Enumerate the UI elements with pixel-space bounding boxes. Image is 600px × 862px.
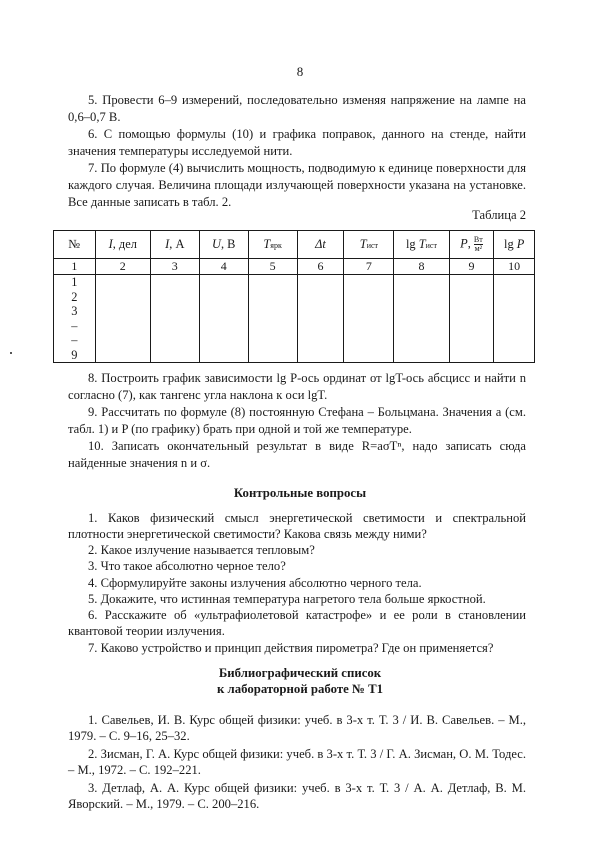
empty-cell — [95, 275, 150, 363]
colnum-6: 6 — [297, 259, 344, 275]
step-7-paragraph: 7. По формуле (4) вычислить мощность, подводимую к единице поверхности для каждого случая. Величина площади излучающей поверхности указана на установке. Все данные записать в табл. 2. — [68, 161, 526, 209]
empty-cell — [494, 275, 535, 363]
header-lg-power: lg P — [494, 231, 535, 259]
row-label: 3 — [71, 304, 78, 318]
questions-heading: Контрольные вопросы — [233, 486, 367, 500]
step-9-paragraph: 9. Рассчитать по формуле (8) постоянную Стефана – Больцмана. Значения а (см. табл. 1) и P (по графику) брать при одной и той же температуре. — [68, 405, 526, 436]
question-4: 4. Сформулируйте законы излучения абсолютно черного тела. — [88, 576, 422, 590]
header-lg-true-temp: lg Tист — [394, 231, 449, 259]
page-number: 8 — [296, 64, 304, 79]
bibliography-heading-line2: к лабораторной работе № Т1 — [216, 682, 384, 696]
colnum-1: 1 — [54, 259, 96, 275]
empty-cell — [248, 275, 297, 363]
row-label: – — [71, 333, 78, 347]
bibliography-heading-line1: Библиографический список — [218, 666, 382, 680]
empty-cell — [150, 275, 199, 363]
bibliography-item-3: 3. Детлаф, А. А. Курс общей физики: учеб. в 3-х т. Т. 3 / А. А. Детлаф, В. М. Яворский. – М., 1979. – С. 200–216. — [68, 781, 526, 812]
empty-cell — [344, 275, 394, 363]
row-label: – — [71, 318, 78, 333]
question-2: 2. Какое излучение называется тепловым? — [88, 543, 315, 557]
colnum-8: 8 — [394, 259, 449, 275]
empty-cell — [297, 275, 344, 363]
row-label: 1 — [71, 275, 78, 289]
colnum-9: 9 — [449, 259, 494, 275]
row-label: 9 — [71, 347, 78, 362]
question-3: 3. Что такое абсолютно черное тело? — [88, 559, 286, 573]
step-6-paragraph: 6. С помощью формулы (10) и графика поправок, данного на стенде, найти значения температуры исследуемой нити. — [68, 127, 526, 158]
step-8-paragraph: 8. Построить график зависимости lg P-ось ординат от lgT-ось абсцисс и найти n согласно (7), как тангенс угла наклона к оси lgT. — [68, 371, 526, 402]
question-1: 1. Каков физический смысл энергетической светимости и спектральной плотности энергетической светимости? Какова связь между ними? — [68, 511, 526, 542]
bibliography-item-1: 1. Савельев, И. В. Курс общей физики: учеб. в 3-х т. Т. 3 / И. В. Савельев. – М., 1979. – С. 9–16, 25–32. — [68, 713, 526, 744]
header-number: № — [54, 231, 96, 259]
step-5-paragraph: 5. Провести 6–9 измерений, последовательно изменяя напряжение на лампе на 0,6–0,7 В. — [68, 93, 526, 124]
row-labels-cell — [54, 275, 96, 363]
question-5: 5. Докажите, что истинная температура нагретого тела больше яркостной. — [88, 592, 486, 606]
empty-cell — [199, 275, 248, 363]
header-voltage: U, В — [199, 231, 248, 259]
header-brightness-temp: Tярк — [248, 231, 297, 259]
bibliography-item-2: 2. Зисман, Г. А. Курс общей физики: учеб. в 3-х т. Т. 3 / Г. А. Зисман, О. М. Тодес. – М., 1972. – С. 192–221. — [68, 747, 526, 778]
data-table — [53, 230, 535, 363]
empty-cell — [449, 275, 494, 363]
question-7: 7. Каково устройство и принцип действия пирометра? Где он применяется? — [88, 641, 494, 655]
colnum-4: 4 — [199, 259, 248, 275]
colnum-5: 5 — [248, 259, 297, 275]
header-delta-t: Δt — [297, 231, 344, 259]
empty-cell — [394, 275, 449, 363]
scan-mark — [10, 352, 12, 354]
table-caption: Таблица 2 — [472, 208, 526, 222]
header-true-temp: Tист — [344, 231, 394, 259]
colnum-10: 10 — [494, 259, 535, 275]
row-label: 2 — [71, 289, 78, 304]
colnum-3: 3 — [150, 259, 199, 275]
colnum-2: 2 — [95, 259, 150, 275]
question-6: 6. Расскажите об «ультрафиолетовой катастрофе» и ее роли в становлении квантовой теории излучения. — [68, 608, 526, 639]
header-current-amp: I, А — [150, 231, 199, 259]
step-10-paragraph: 10. Записать окончательный результат в виде R=aσTⁿ, надо записать сюда найденные значения n и σ. — [68, 439, 526, 470]
header-current-div: I, дел — [95, 231, 150, 259]
colnum-7: 7 — [344, 259, 394, 275]
header-power: P, $\frac{Вт}{\text{м²}}$ — [449, 231, 494, 259]
